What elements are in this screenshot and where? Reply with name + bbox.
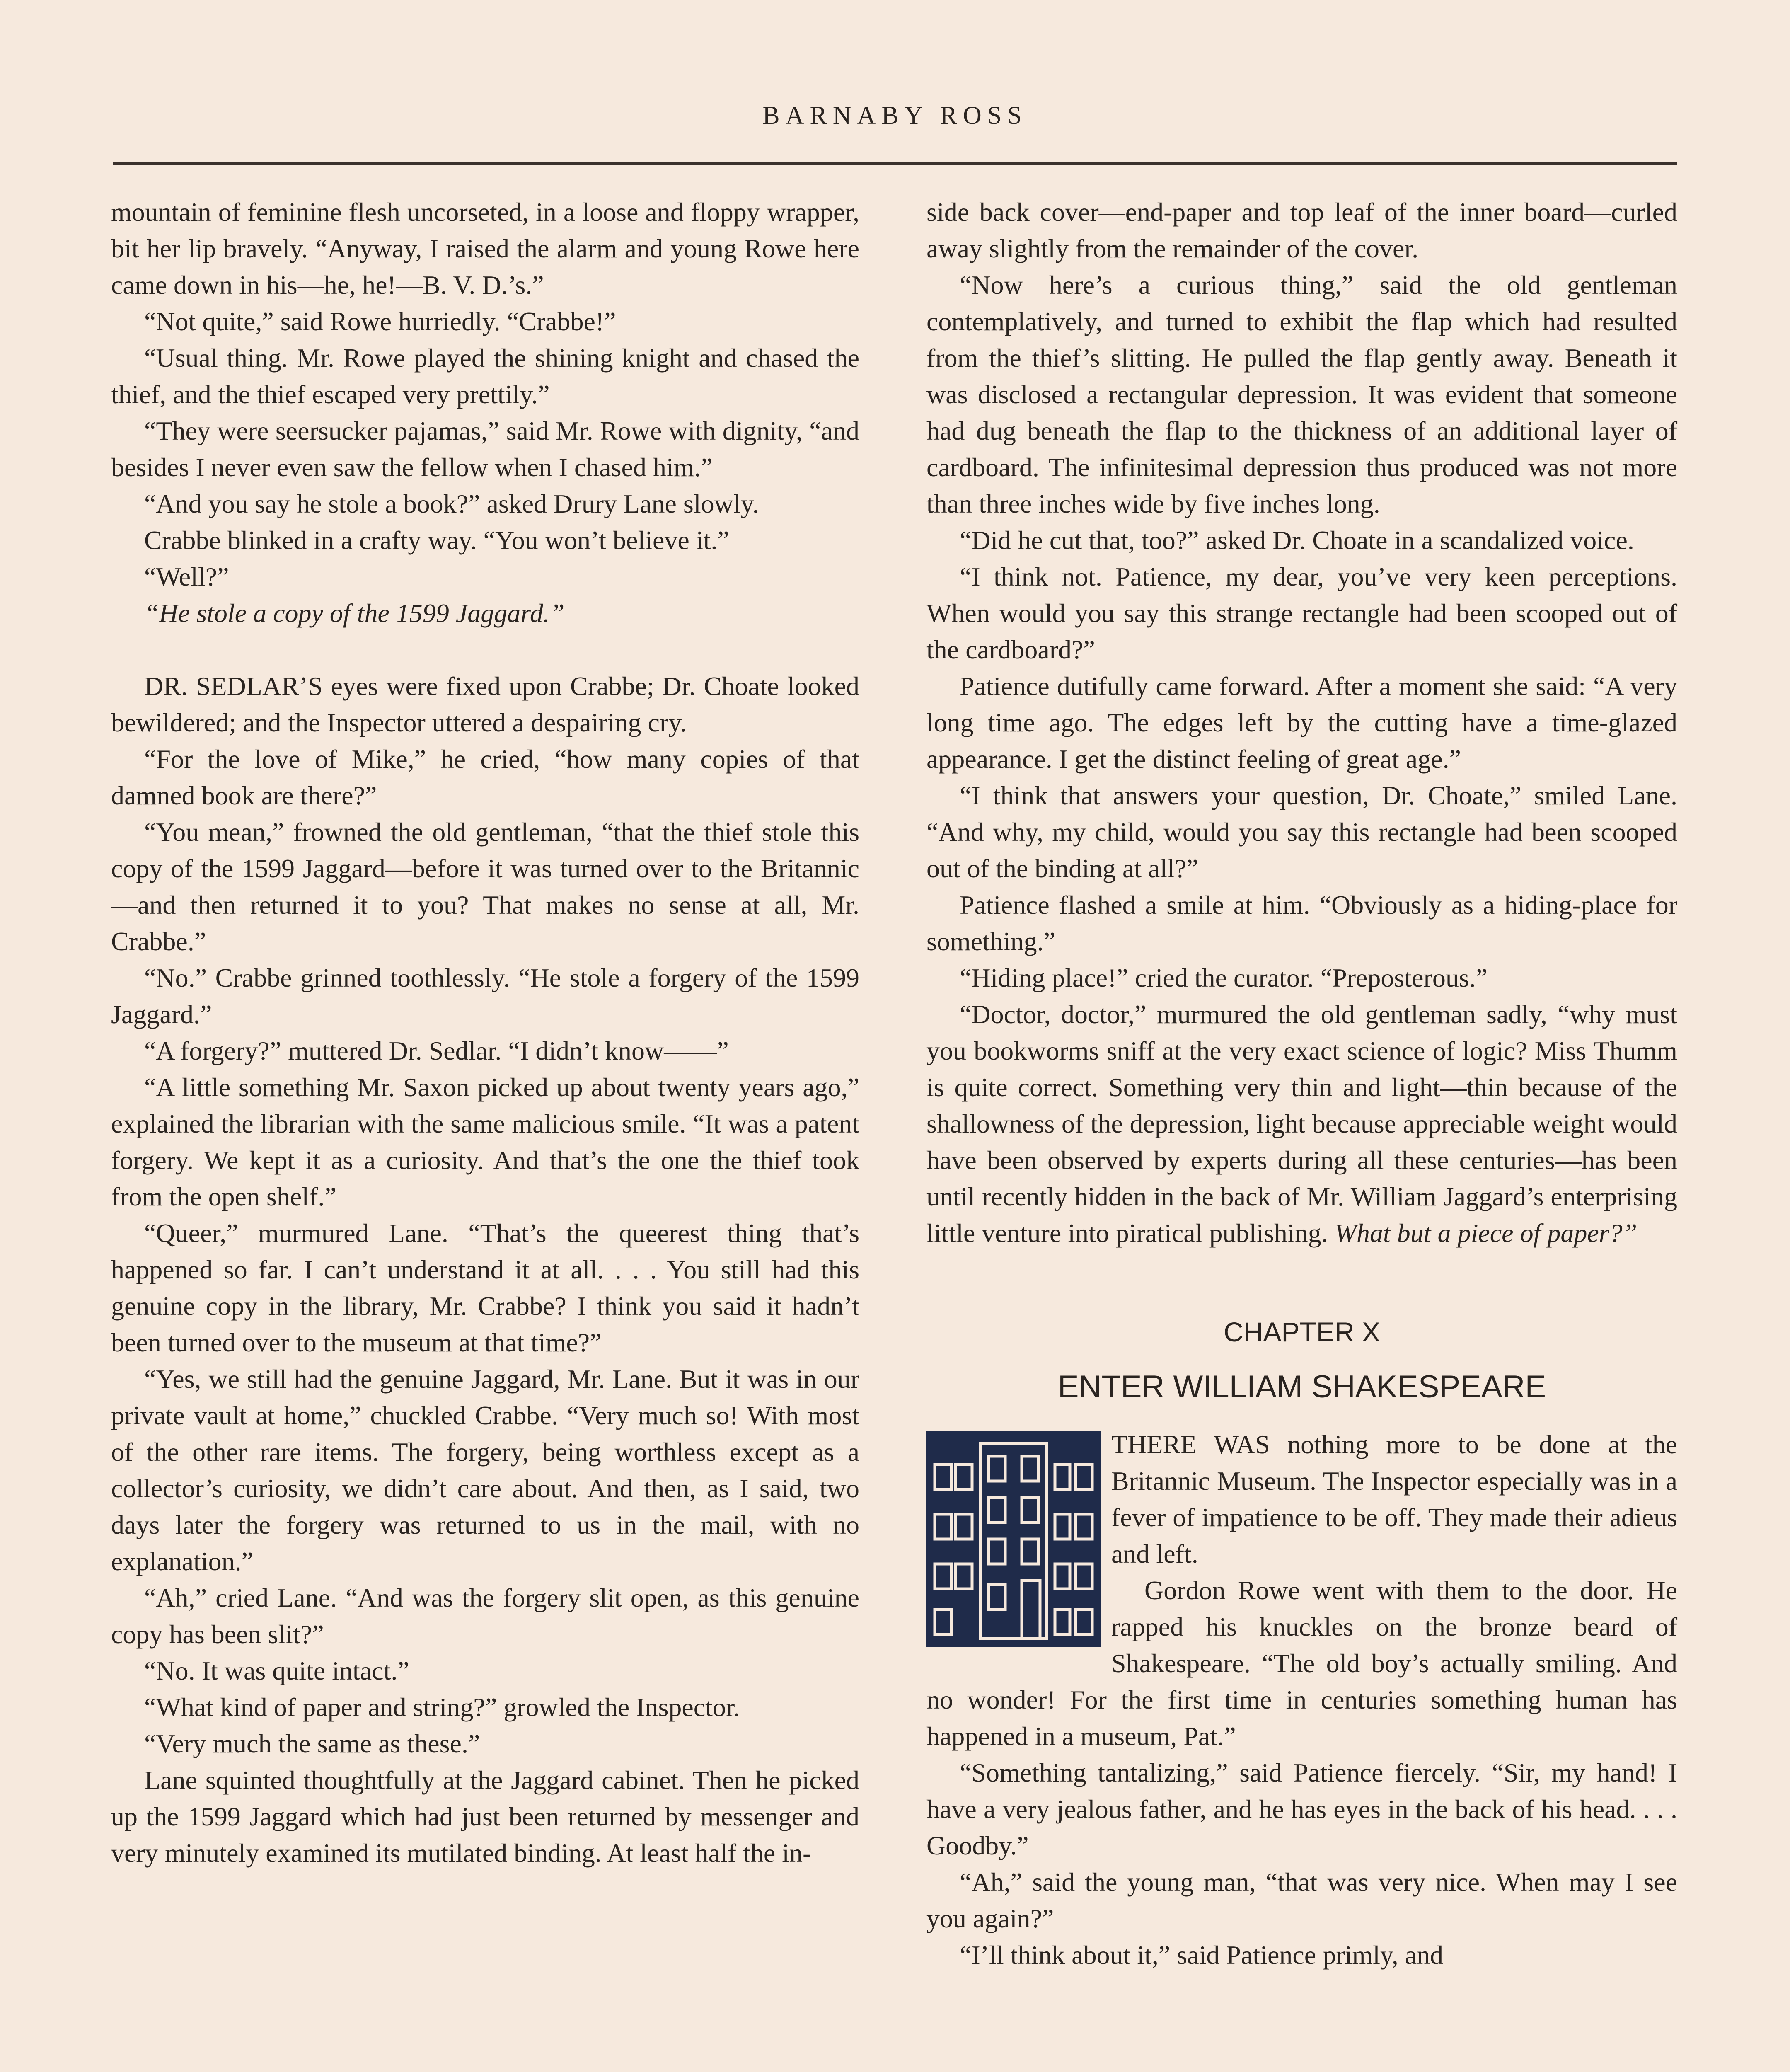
paragraph: “I think not. Patience, my dear, you’ve very keen perceptions. When would you say this strange rectangle had been scooped out of the cardboard?” (926, 562, 1677, 664)
paragraph: “He stole a copy of the 1599 Jaggard.” (144, 598, 565, 628)
paragraph: “Now here’s a curious thing,” said the old gentleman contemplatively, and turned to exhibit the flap which had resulted from the thief’s slitting. He pulled the flap gently away. Beneath it was disclosed a rectangular depression. It was evident that someone had dug beneath the flap to the thickness of an additional layer of cardboard. The infinitesimal depression thus produced was not more than three inches wide by five inches long. (926, 270, 1677, 518)
paragraph: “Very much the same as these.” (144, 1729, 480, 1758)
paragraph: “No. It was quite intact.” (144, 1656, 409, 1685)
italic-text: What but a piece of paper?” (1334, 1218, 1638, 1248)
section-break (111, 632, 859, 668)
paragraph: “No.” Crabbe grinned toothlessly. “He stole a forgery of the 1599 Jaggard.” (111, 963, 859, 1029)
paragraph: “For the love of Mike,” he cried, “how many copies of that damned book are there?” (111, 744, 859, 810)
paragraph: DR. SEDLAR’S eyes were fixed upon Crabbe; Dr. Choate looked bewildered; and the Inspector uttered a despairing cry. (111, 671, 859, 737)
header-rule (113, 162, 1677, 165)
paragraph: Gordon Rowe went with them to the door. He rapped his knuckles on the bronze beard of Shakespeare. “The old boy’s actually smiling. And no wonder! For the first time in centuries something human has happened in a museum, Pat.” (926, 1576, 1677, 1751)
paragraph (926, 996, 1677, 1251)
left-column (111, 194, 859, 1871)
paragraph: “Hiding place!” cried the curator. “Preposterous.” (960, 963, 1488, 992)
chapter-title: ENTER WILLIAM SHAKESPEARE (1057, 1369, 1546, 1404)
paragraph: “Queer,” murmured Lane. “That’s the queerest thing that’s happened so far. I can’t understand it at all. . . . You still had this genuine copy in the library, Mr. Crabbe? I think you said it hadn’t been turned over to the museum at that time?” (111, 1218, 859, 1357)
paragraph: “Ah,” said the young man, “that was very nice. When may I see you again?” (926, 1867, 1677, 1933)
paragraph: “Not quite,” said Rowe hurriedly. “Crabbe!” (144, 307, 616, 336)
paragraph: “Usual thing. Mr. Rowe played the shining knight and chased the thief, and the thief escaped very prettily.” (111, 343, 859, 409)
paragraph: side back cover—end-paper and top leaf of the inner board—curled away slightly from the remainder of the cover. (926, 197, 1677, 263)
right-column (926, 194, 1677, 1973)
paragraph-text: “Doctor, doctor,” murmured the old gentleman sadly, “why must you bookworms sniff at the very exact science of logic? Miss Thumm is quite correct. Something very thin and light—thin because of the shallowness of the depression, light because appreciable weight would have been observed by experts during all these centuries—has been until recently hidden in the back of Mr. William Jaggard’s enterprising little venture into piratical publishing. (926, 1000, 1677, 1248)
paragraph: mountain of feminine flesh uncorseted, in a loose and floppy wrapper, bit her lip bravely. “Anyway, I raised the alarm and young Rowe here came down in his—he, he!—B. V. D.’s.” (111, 197, 859, 300)
paragraph: “Yes, we still had the genuine Jaggard, Mr. Lane. But it was in our private vault at home,” chuckled Crabbe. “Very much so! With most of the other rare items. The forgery, being worthless except as a collector’s curiosity, we didn’t care about. And then, as I said, two days later the forgery was returned to us in the mail, with no explanation.” (111, 1364, 859, 1576)
paragraph: Lane squinted thoughtfully at the Jaggard cabinet. Then he picked up the 1599 Jaggard which had just been returned by messenger and very minutely examined its mutilated binding. At least half the in- (111, 1765, 859, 1868)
paragraph: “You mean,” frowned the old gentleman, “that the thief stole this copy of the 1599 Jaggard—before it was turned over to the Britannic—and then returned it to you? That makes no sense at all, Mr. Crabbe.” (111, 817, 859, 956)
paragraph: “A forgery?” muttered Dr. Sedlar. “I didn’t know——” (144, 1036, 729, 1065)
building-facade-icon (926, 1431, 1101, 1647)
paragraph: “I think that answers your question, Dr. Choate,” smiled Lane. “And why, my child, would you say this rectangle had been scooped out of the binding at all?” (926, 781, 1677, 883)
paragraph: “They were seersucker pajamas,” said Mr. Rowe with dignity, “and besides I never even saw the fellow when I chased him.” (111, 416, 859, 482)
paragraph: “What kind of paper and string?” growled the Inspector. (144, 1692, 740, 1722)
paragraph: THERE WAS nothing more to be done at the Britannic Museum. The Inspector especially was in a fever of impatience to be off. They made their adieus and left. (1111, 1430, 1677, 1569)
running-head: BARNABY ROSS (762, 102, 1028, 130)
paragraph: Crabbe blinked in a crafty way. “You won’t believe it.” (144, 525, 729, 555)
paragraph: “Something tantalizing,” said Patience fiercely. “Sir, my hand! I have a very jealous father, and he has eyes in the back of his head. . . . Goodby.” (926, 1758, 1677, 1860)
paragraph: “Did he cut that, too?” asked Dr. Choate in a scandalized voice. (960, 525, 1634, 555)
paragraph: “And you say he stole a book?” asked Drury Lane slowly. (144, 489, 759, 518)
paragraph: “I’ll think about it,” said Patience primly, and (960, 1940, 1444, 1970)
paragraph: Patience dutifully came forward. After a moment she said: “A very long time ago. The edges left by the cutting have a time-glazed appearance. I get the distinct feeling of great age.” (926, 671, 1677, 774)
paragraph: Patience flashed a smile at him. “Obviously as a hiding-place for something.” (926, 890, 1677, 956)
paragraph: “A little something Mr. Saxon picked up about twenty years ago,” explained the librarian with the same malicious smile. “It was a patent forgery. We kept it as a curiosity. And that’s the one the thief took from the open shelf.” (111, 1072, 859, 1211)
chapter-label: CHAPTER X (1224, 1317, 1380, 1347)
paragraph: “Well?” (144, 562, 229, 591)
paragraph: “Ah,” cried Lane. “And was the forgery slit open, as this genuine copy has been slit?” (111, 1583, 859, 1649)
